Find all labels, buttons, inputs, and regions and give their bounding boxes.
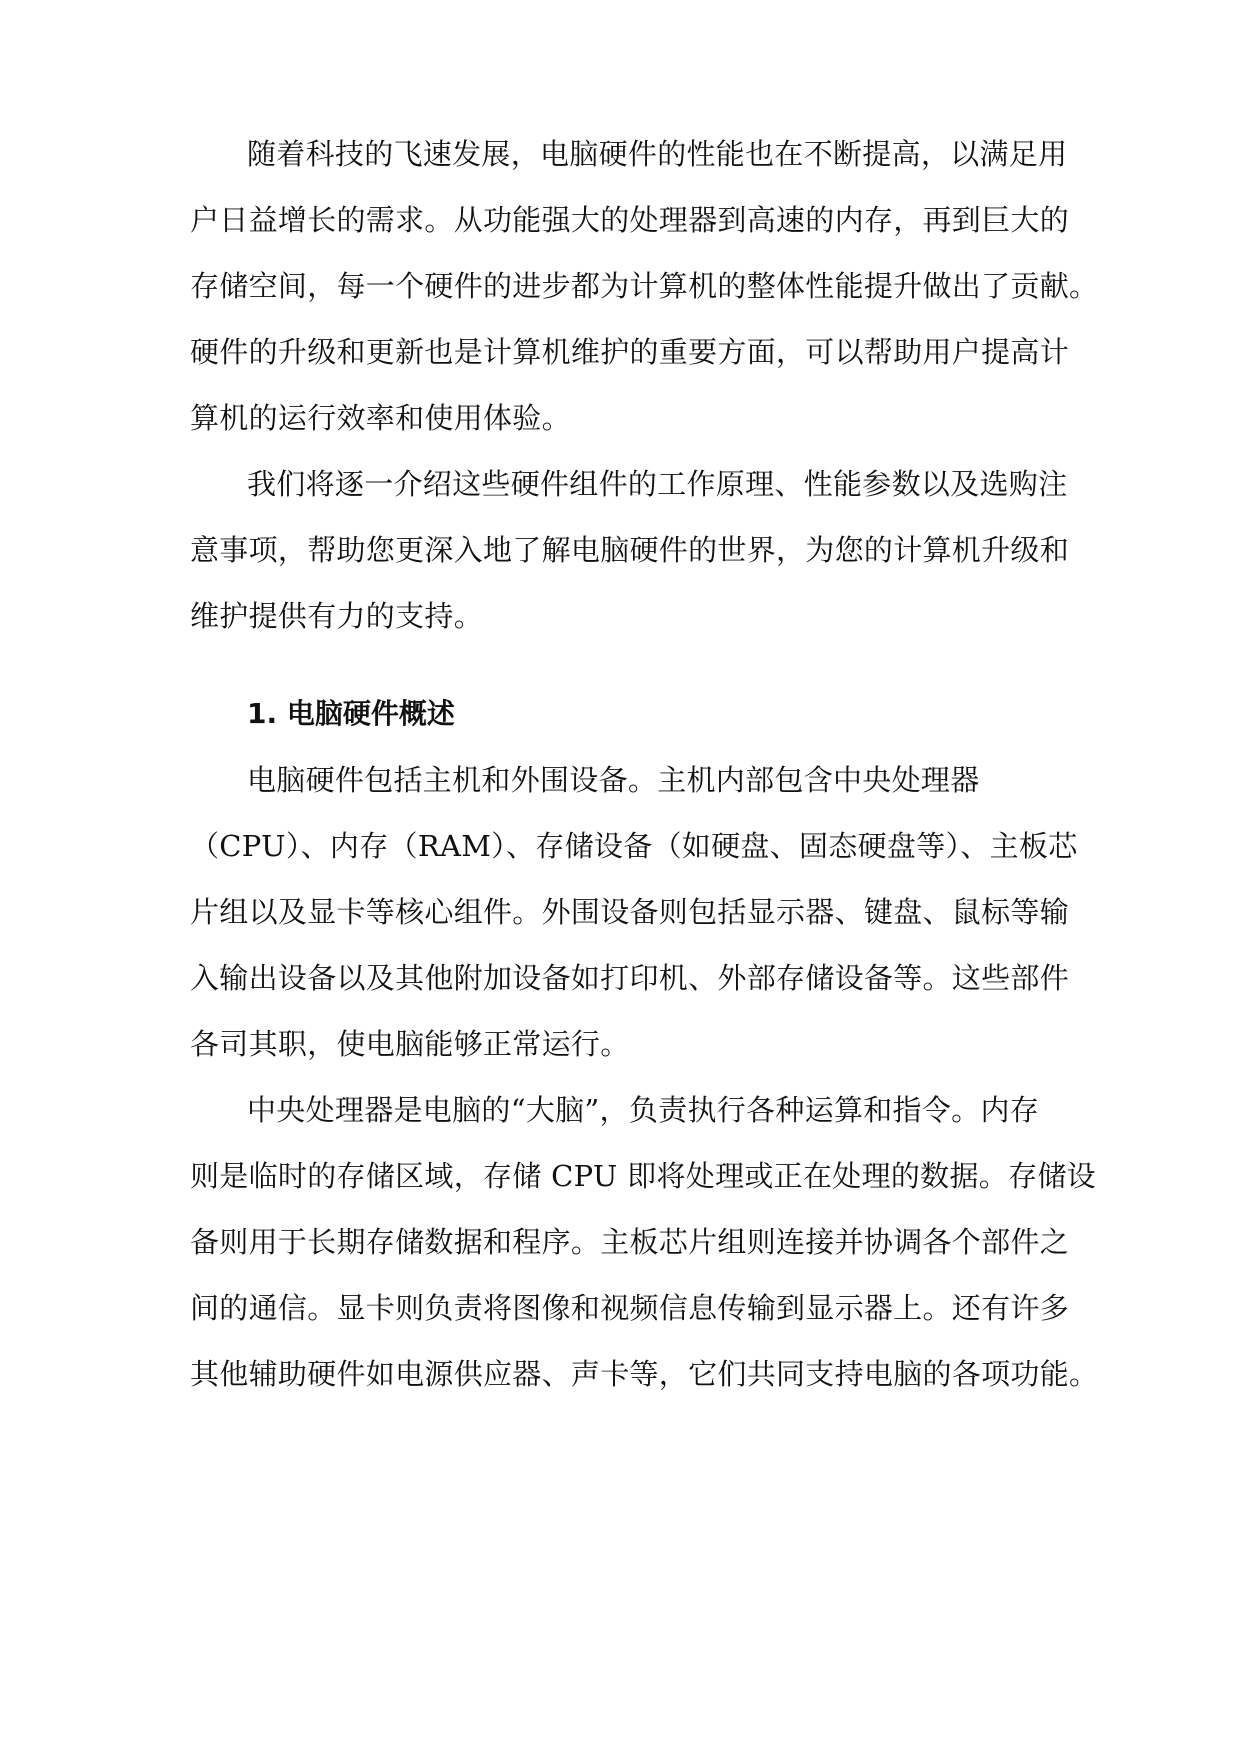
intro-p1-line-4: 硬件的升级和更新也是计算机维护的重要方面，可以帮助用户提高计 (190, 335, 1070, 369)
section-p2-line-5: 其他辅助硬件如电源供应器、声卡等，它们共同支持电脑的各项功能。 (190, 1357, 1099, 1391)
section-p2-line-4: 间的通信。显卡则负责将图像和视频信息传输到显示器上。还有许多 (190, 1291, 1070, 1325)
intro-p2-line-1: 我们将逐一介绍这些硬件组件的工作原理、性能参数以及选购注 (247, 467, 1068, 501)
intro-p1-line-3: 存储空间，每一个硬件的进步都为计算机的整体性能提升做出了贡献。 (190, 269, 1099, 303)
section-p1-line-1: 电脑硬件包括主机和外围设备。主机内部包含中央处理器 (247, 763, 980, 797)
section-p1-line-2: （CPU）、内存（RAM）、存储设备（如硬盘、固态硬盘等）、主板芯 (190, 829, 1078, 863)
intro-p1-line-2: 户日益增长的需求。从功能强大的处理器到高速的内存，再到巨大的 (190, 203, 1070, 237)
section-p2-line-2: 则是临时的存储区域，存储 CPU 即将处理或正在处理的数据。存储设 (190, 1159, 1096, 1193)
intro-p2-line-3: 维护提供有力的支持。 (190, 599, 484, 633)
section-p1-line-4: 入输出设备以及其他附加设备如打印机、外部存储设备等。这些部件 (190, 961, 1070, 995)
section-p1-line-5: 各司其职，使电脑能够正常运行。 (190, 1027, 630, 1061)
intro-p2-line-2: 意事项，帮助您更深入地了解电脑硬件的世界，为您的计算机升级和 (190, 533, 1070, 567)
section-p2-line-1: 中央处理器是电脑的“大脑”，负责执行各种运算和指令。内存 (247, 1093, 1040, 1127)
section-p1-line-3: 片组以及显卡等核心组件。外围设备则包括显示器、键盘、鼠标等输 (190, 895, 1070, 929)
section-p2-line-3: 备则用于长期存储数据和程序。主板芯片组则连接并协调各个部件之 (190, 1225, 1070, 1259)
section-heading: 1. 电脑硬件概述 (247, 697, 455, 730)
intro-p1-line-5: 算机的运行效率和使用体验。 (190, 401, 571, 435)
intro-p1-line-1: 随着科技的飞速发展，电脑硬件的性能也在不断提高，以满足用 (247, 137, 1068, 171)
